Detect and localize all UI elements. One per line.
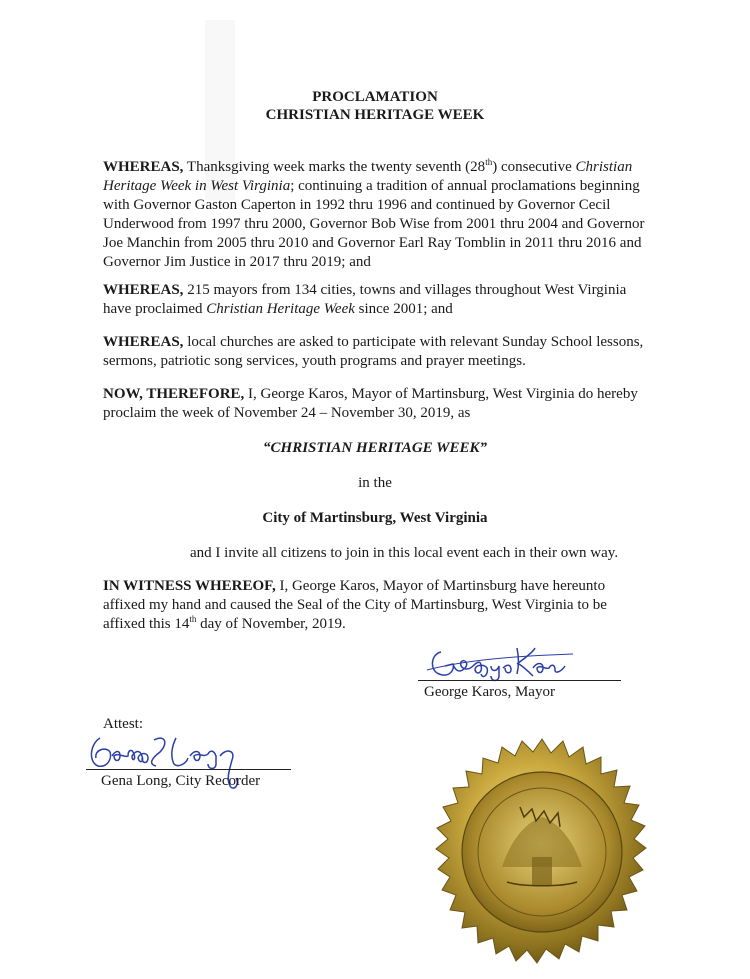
city-name: City of Martinsburg, West Virginia (262, 510, 488, 526)
whereas-paragraph-2 (103, 281, 648, 319)
text-span: I, George Karos, Mayor of Martinsburg have hereunto affixed my hand and caused the Seal of the City of Martinsburg, West Virginia to be affixed this 14 (103, 578, 607, 632)
witness-paragraph (103, 577, 648, 634)
mayor-name: George Karos, Mayor (424, 684, 555, 700)
italic-phrase: Christian Heritage Week in West Virginia (103, 159, 633, 194)
italic-phrase: Christian Heritage Week (206, 301, 355, 317)
attest-label: Attest: (103, 716, 143, 732)
whereas-lead: WHEREAS, (103, 282, 184, 298)
invitation-text: and I invite all citizens to join in this local event each in their own way. (190, 545, 619, 561)
witness-lead: IN WITNESS WHEREOF, (103, 578, 276, 594)
text-span: ; continuing a tradition of annual proclamations beginning with Governor Gaston Caperton in 1992 thru 1996 and continued by Governor Cecil Underwood from 1997 thru 2000, Governor Bob Wise from 2001 thru 2004 and Governor Joe Manchin from 2005 thru 2010 and Governor Earl Ray Tomblin in 2011 thru 2016 and Governor Jim Justice in 2017 thru 2019; and (103, 178, 645, 270)
now-therefore-lead: NOW, THEREFORE, (103, 386, 245, 402)
proclaimed-title: “CHRISTIAN HERITAGE WEEK” (263, 440, 487, 456)
mayor-signature-line (418, 680, 621, 681)
mayor-signature (425, 640, 575, 685)
text-span: 215 mayors from 134 cities, towns and villages throughout West Virginia have proclaimed (103, 282, 627, 317)
proclamation-subheading: CHRISTIAN HERITAGE WEEK (265, 107, 485, 123)
text-span: Thanksgiving week marks the twenty seventh (28 (183, 159, 486, 175)
text-span: since 2001; and (354, 301, 453, 317)
recorder-name: Gena Long, City Recorder (101, 773, 261, 789)
ordinal-suffix: th (485, 157, 493, 167)
text-span: local churches are asked to participate with relevant Sunday School lessons, sermons, patriotic song services, youth programs and prayer meetings. (103, 334, 644, 369)
ordinal-suffix: th (189, 614, 197, 624)
whereas-paragraph-1 (103, 158, 648, 272)
text-span: I, George Karos, Mayor of Martinsburg, West Virginia do hereby proclaim the week of November 24 – November 30, 2019, as (103, 386, 638, 421)
proclamation-heading: PROCLAMATION (312, 89, 438, 105)
now-therefore-paragraph (103, 385, 648, 423)
text-span: ) consecutive (492, 159, 576, 175)
whereas-lead: WHEREAS, (103, 159, 184, 175)
in-the-text: in the (358, 475, 392, 491)
whereas-paragraph-3 (103, 333, 648, 371)
text-span: day of November, 2019. (196, 616, 346, 632)
recorder-signature-line (86, 769, 291, 770)
gold-seal-icon (432, 737, 652, 967)
whereas-lead: WHEREAS, (103, 334, 184, 350)
